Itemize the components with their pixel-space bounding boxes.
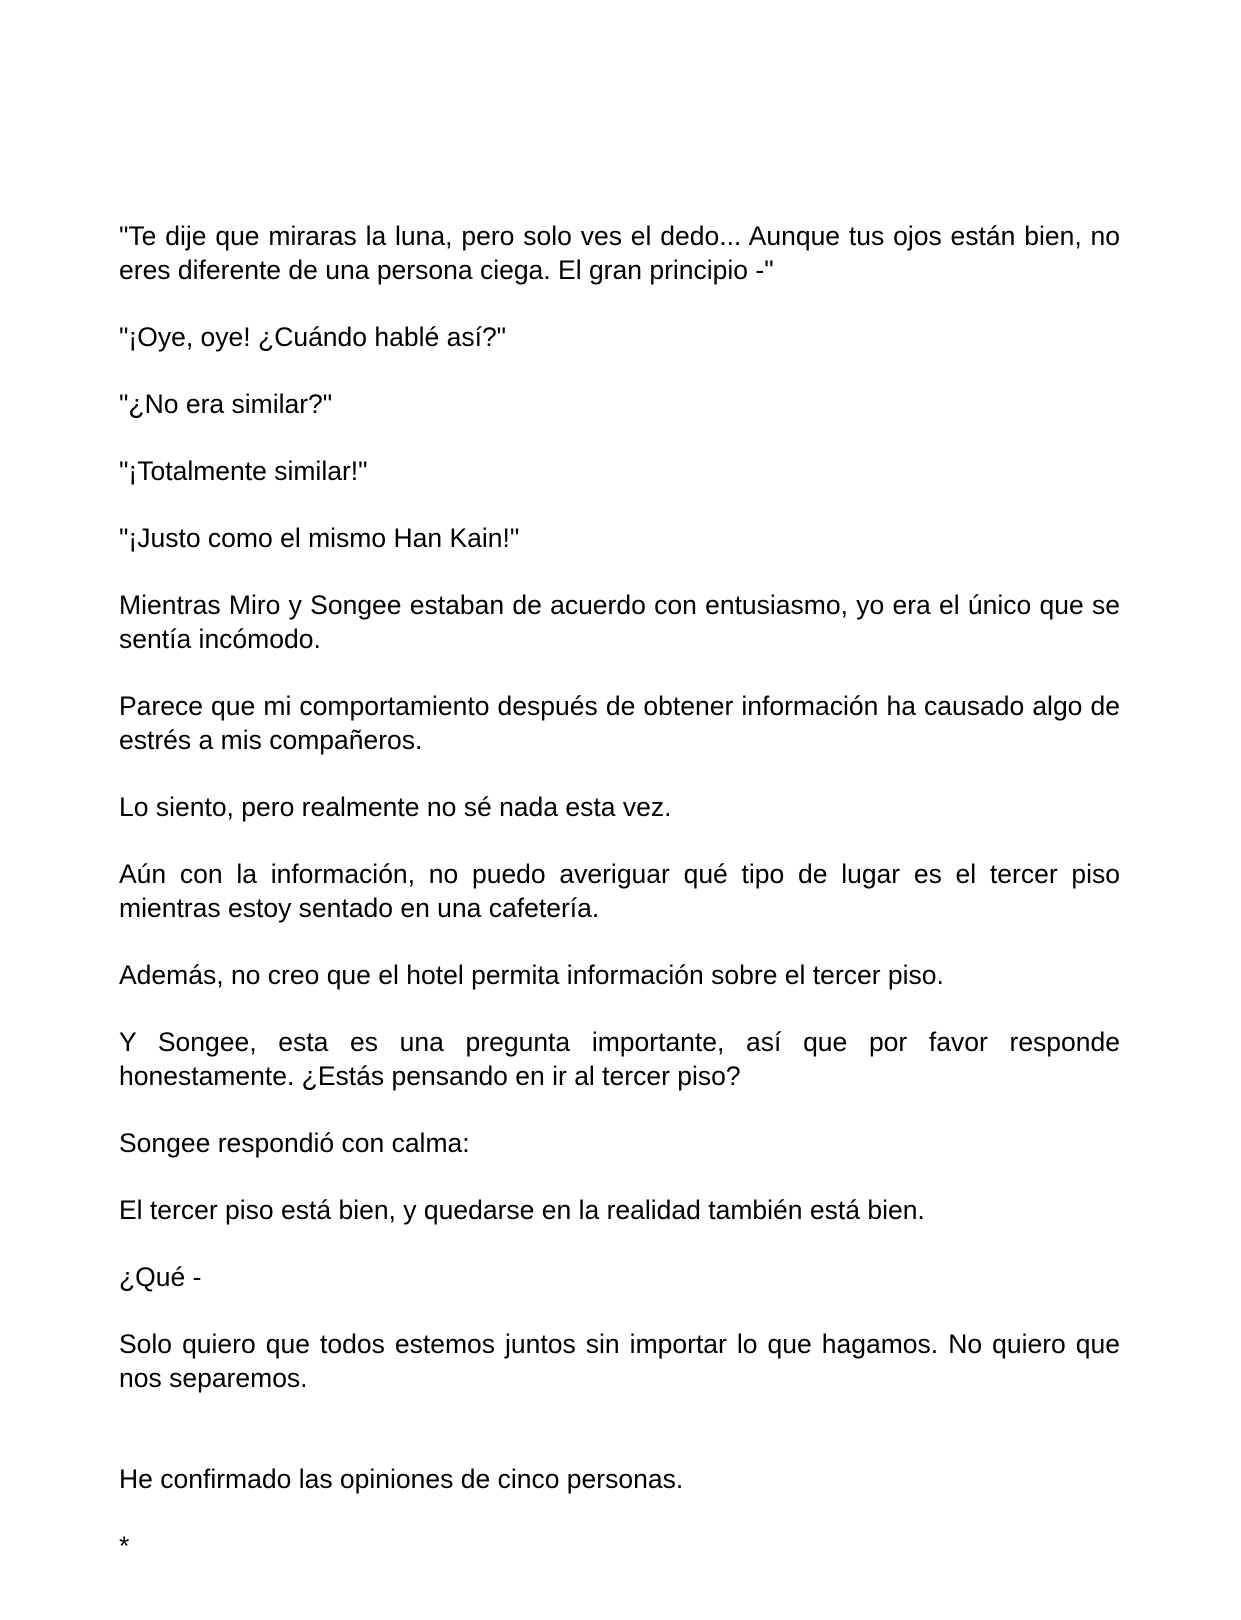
- paragraph-14: ¿Qué -: [119, 1262, 202, 1292]
- document-page: [119, 219, 1120, 1563]
- paragraph-11: Y Songee, esta es una pregunta importante, así que por favor responde honestamente. ¿Estás pensando en ir al tercer piso?: [119, 1027, 1120, 1091]
- paragraph-3: "¿No era similar?": [119, 389, 333, 419]
- paragraph-9: Aún con la información, no puedo averiguar qué tipo de lugar es el tercer piso mientras estoy sentado en una cafetería.: [119, 859, 1120, 923]
- paragraph-5: "¡Justo como el mismo Han Kain!": [119, 523, 520, 553]
- paragraph-13: El tercer piso está bien, y quedarse en la realidad también está bien.: [119, 1195, 925, 1225]
- paragraph-7: Parece que mi comportamiento después de obtener información ha causado algo de estrés a mis compañeros.: [119, 691, 1120, 755]
- paragraph-6: Mientras Miro y Songee estaban de acuerdo con entusiasmo, yo era el único que se sentía incómodo.: [119, 590, 1120, 654]
- paragraph-10: Además, no creo que el hotel permita información sobre el tercer piso.: [119, 960, 944, 990]
- paragraph-1: "Te dije que miraras la luna, pero solo ves el dedo... Aunque tus ojos están bien, no eres diferente de una persona ciega. El gran principio -": [119, 221, 1120, 285]
- paragraph-2: "¡Oye, oye! ¿Cuándo hablé así?": [119, 322, 507, 352]
- paragraph-12: Songee respondió con calma:: [119, 1128, 470, 1158]
- paragraph-8: Lo siento, pero realmente no sé nada esta vez.: [119, 792, 672, 822]
- paragraph-16: He confirmado las opiniones de cinco personas.: [119, 1464, 684, 1494]
- section-separator: *: [119, 1531, 130, 1561]
- paragraph-4: "¡Totalmente similar!": [119, 456, 368, 486]
- paragraph-15: Solo quiero que todos estemos juntos sin importar lo que hagamos. No quiero que nos separemos.: [119, 1329, 1120, 1393]
